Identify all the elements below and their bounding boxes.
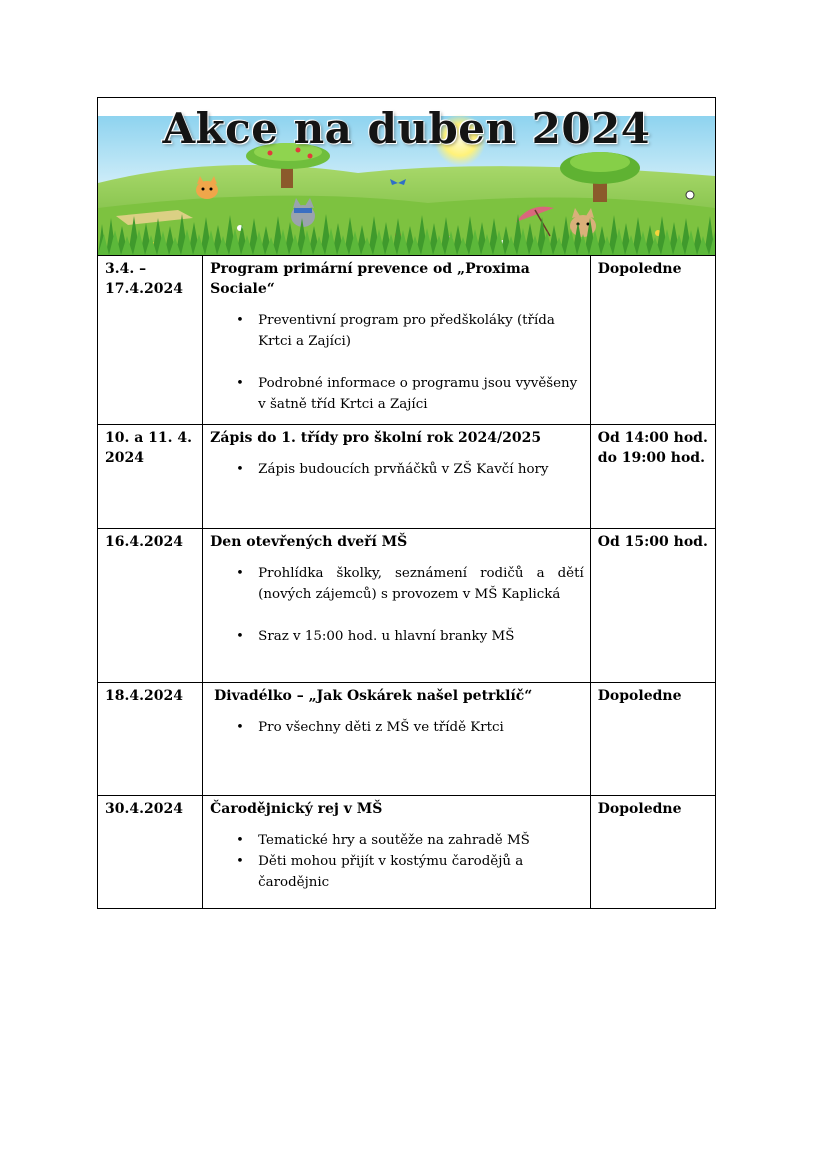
date-cell — [98, 529, 203, 683]
banner-image — [97, 97, 716, 255]
event-time: Od 14:00 hod. do 19:00 hod. — [597, 430, 708, 466]
event-heading: Den otevřených dveří MŠ — [210, 534, 408, 550]
document — [97, 97, 716, 909]
list-item: • Děti mohou přijít v kostýmu čarodějů a čarodějnic — [203, 851, 590, 893]
event-heading: Program primární prevence od „Proxima Sociale“ — [210, 261, 530, 297]
event-date: 3.4. – 17.4.2024 — [105, 261, 183, 297]
events-table — [97, 255, 716, 909]
list-item: • Zápis budoucích prvňáčků v ZŠ Kavčí hory — [203, 459, 590, 480]
list-item: • Sraz v 15:00 hod. u hlavní branky MŠ — [203, 626, 590, 647]
time-cell — [590, 529, 715, 683]
event-heading: Divadélko – „Jak Oskárek našel petrklíč“ — [214, 688, 533, 704]
event-date: 16.4.2024 — [105, 534, 183, 550]
table-row — [98, 529, 716, 683]
event-time: Dopoledne — [597, 801, 682, 817]
description-cell — [203, 256, 591, 425]
list-item: • Preventivní program pro předškoláky (třída Krtci a Zajíci) — [203, 310, 590, 352]
list-item: • Pro všechny děti z MŠ ve třídě Krtci — [203, 717, 590, 738]
description-cell — [203, 796, 591, 909]
table-row — [98, 256, 716, 425]
description-cell — [203, 425, 591, 529]
event-time: Dopoledne — [597, 261, 682, 277]
table-row — [98, 796, 716, 909]
event-date: 10. a 11. 4. 2024 — [105, 430, 193, 466]
event-items — [203, 830, 590, 893]
date-cell — [98, 683, 203, 796]
event-date: 30.4.2024 — [105, 801, 183, 817]
table-row — [98, 683, 716, 796]
time-cell — [590, 425, 715, 529]
description-cell — [203, 529, 591, 683]
event-items — [203, 563, 590, 647]
list-item: • Podrobné informace o programu jsou vyvěšeny v šatně tříd Krtci a Zajíci — [203, 373, 590, 415]
event-items — [203, 717, 590, 738]
event-items — [203, 459, 590, 480]
time-cell — [590, 683, 715, 796]
event-heading: Zápis do 1. třídy pro školní rok 2024/2025 — [210, 430, 542, 446]
list-item: • Tematické hry a soutěže na zahradě MŠ — [203, 830, 590, 851]
event-items — [203, 310, 590, 415]
description-cell — [203, 683, 591, 796]
ball-icon — [686, 191, 694, 199]
time-cell — [590, 256, 715, 425]
list-item: • Prohlídka školky, seznámení rodičů a dětí (nových zájemců) s provozem v MŠ Kaplická — [203, 563, 590, 605]
event-time: Dopoledne — [597, 688, 682, 704]
event-time: Od 15:00 hod. — [597, 534, 708, 550]
table-row — [98, 425, 716, 529]
event-heading: Čarodějnický rej v MŠ — [210, 801, 383, 817]
date-cell — [98, 256, 203, 425]
date-cell — [98, 796, 203, 909]
page-title: Akce na duben 2024 — [162, 104, 651, 153]
time-cell — [590, 796, 715, 909]
date-cell — [98, 425, 203, 529]
event-date: 18.4.2024 — [105, 688, 183, 704]
